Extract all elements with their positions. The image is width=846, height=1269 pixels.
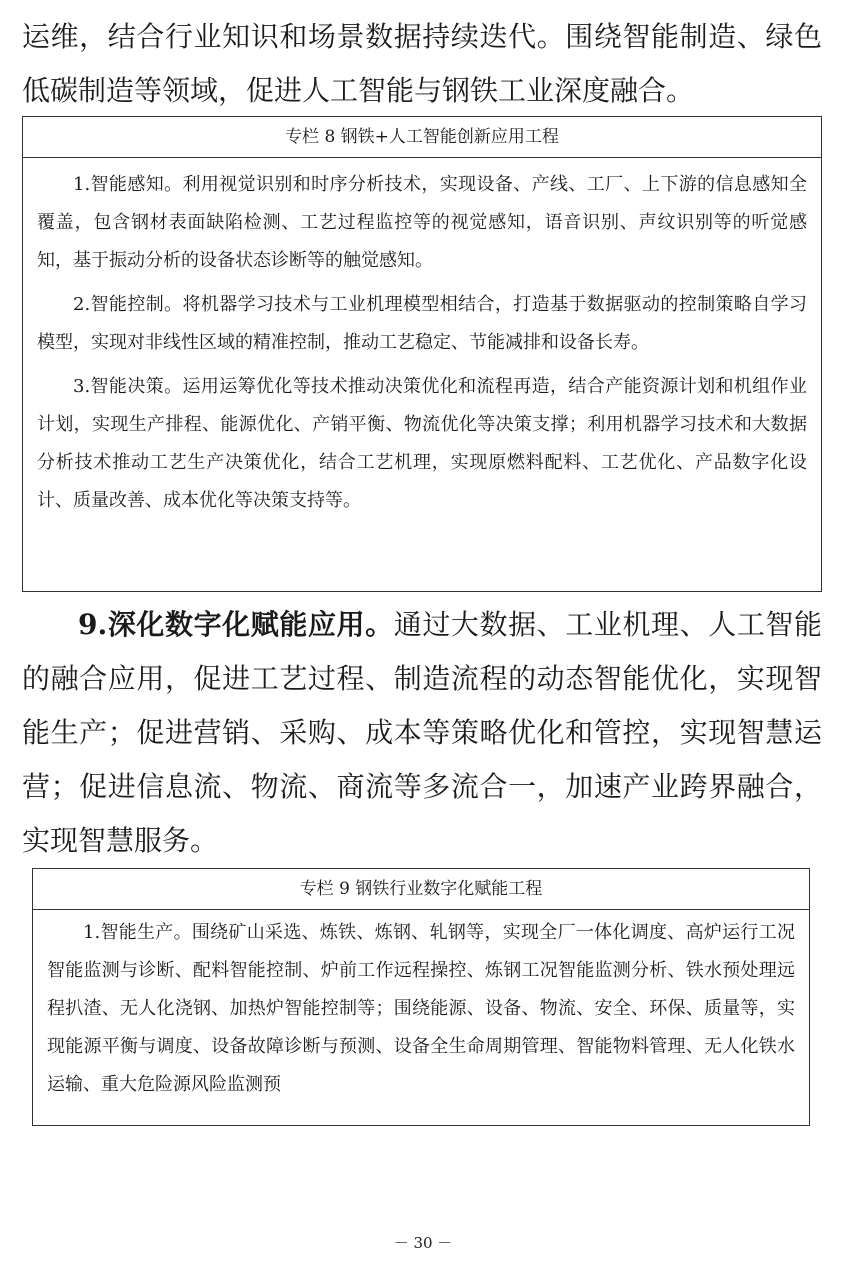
section-9-heading: 9.深化数字化赋能应用。: [78, 608, 394, 641]
box-8: [22, 116, 822, 592]
box-9-item-1: [47, 914, 795, 1104]
box-8-item-3: [37, 368, 807, 520]
box-9-body: [33, 910, 809, 1104]
box-8-item-1: [37, 166, 807, 280]
box-8-item-3-text: 运用运筹优化等技术推动决策优化和流程再造，结合产能资源计划和机组作业计划，实现生产排程、能源优化、产销平衡、物流优化等决策支撑；利用机器学习技术和大数据分析技术推动工艺生产决策优化，结合工艺机理，实现原燃料配料、工艺优化、产品数字化设计、质量改善、成本优化等决策支持等。: [37, 376, 807, 511]
box-8-item-2-heading: 2.智能控制。: [73, 294, 183, 315]
box-8-body: [23, 158, 821, 520]
box-8-item-3-heading: 3.智能决策。: [73, 376, 183, 397]
box-9: [32, 868, 810, 1126]
page-number: － 30 －: [393, 1234, 453, 1252]
box-8-item-2-text: 将机器学习技术与工业机理模型相结合，打造基于数据驱动的控制策略自学习模型，实现对非线性区域的精准控制，推动工艺稳定、节能减排和设备长寿。: [37, 294, 807, 353]
box-8-item-1-text: 利用视觉识别和时序分析技术，实现设备、产线、工厂、上下游的信息感知全覆盖，包含钢材表面缺陷检测、工艺过程监控等的视觉感知，语音识别、声纹识别等的听觉感知，基于振动分析的设备状态诊断等的触觉感知。: [37, 174, 807, 271]
box-9-title: 专栏 9 钢铁行业数字化赋能工程: [33, 869, 809, 910]
box-8-title: 专栏 8 钢铁+人工智能创新应用工程: [23, 117, 821, 158]
box-8-item-1-heading: 1.智能感知。: [73, 174, 183, 195]
intro-paragraph: 运维，结合行业知识和场景数据持续迭代。围绕智能制造、绿色低碳制造等领域，促进人工智能与钢铁工业深度融合。: [22, 20, 822, 107]
box-8-item-2: [37, 286, 807, 362]
box-9-item-1-heading: 1.智能生产。: [83, 922, 192, 943]
section-9-text: 通过大数据、工业机理、人工智能的融合应用，促进工艺过程、制造流程的动态智能优化，实现智能生产；促进营销、采购、成本等策略优化和管控，实现智慧运营；促进信息流、物流、商流等多流合一，加速产业跨界融合，实现智慧服务。: [22, 608, 822, 857]
section-9-paragraph: [22, 598, 822, 868]
box-9-item-1-text: 围绕矿山采选、炼铁、炼钢、轧钢等，实现全厂一体化调度、高炉运行工况智能监测与诊断、配料智能控制、炉前工作远程操控、炼钢工况智能监测分析、铁水预处理远程扒渣、无人化浇钢、加热炉智能控制等；围绕能源、设备、物流、安全、环保、质量等，实现能源平衡与调度、设备故障诊断与预测、设备全生命周期管理、智能物料管理、无人化铁水运输、重大危险源风险监测预: [47, 922, 795, 1095]
